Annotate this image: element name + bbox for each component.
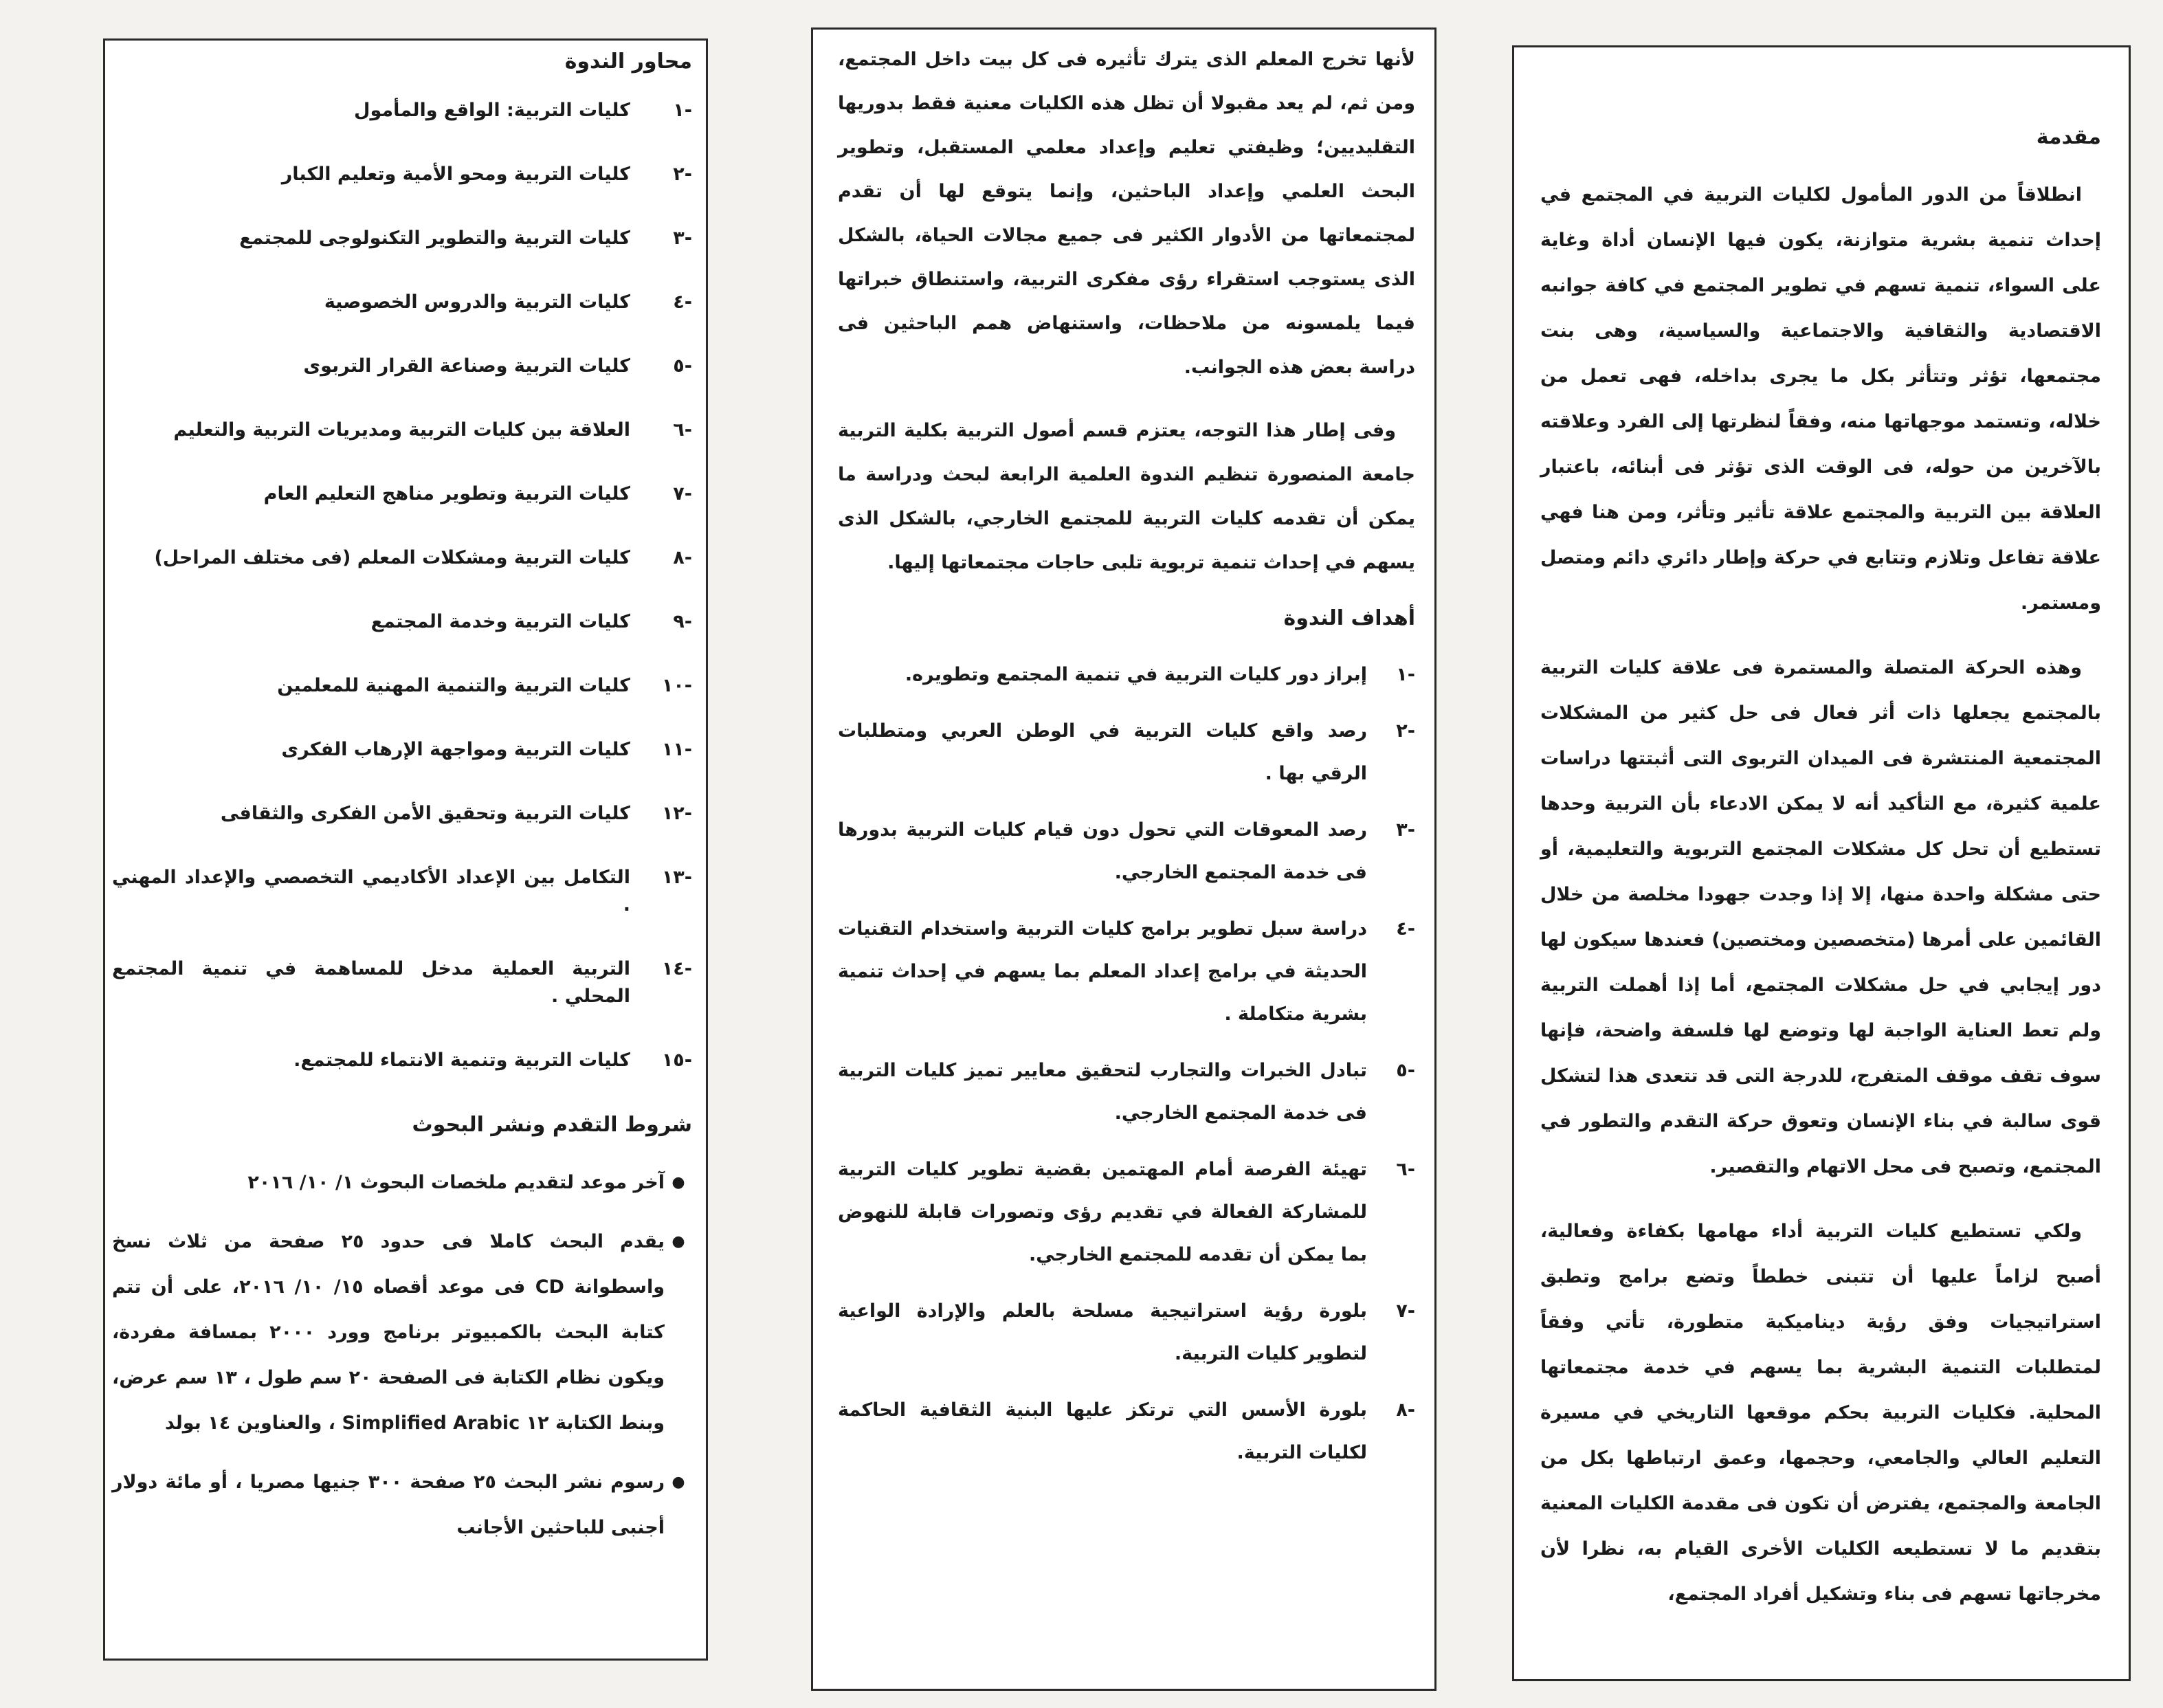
axis-text: كليات التربية وتحقيق الأمن الفكرى والثقافى: [220, 803, 630, 824]
goals-heading: أهداف الندوة: [1283, 606, 1415, 630]
axis-number: -٤: [673, 291, 692, 313]
axis-item: [112, 544, 692, 572]
axis-text: التربية العملية مدخل للمساهمة في تنمية المجتمع المحلي .: [112, 958, 630, 1007]
axis-item: [112, 417, 692, 444]
intro-paragraph-1: انطلاقاً من الدور المأمول لكليات التربية في المجتمع في إحداث تنمية بشرية متوازنة، يكون فيها الإنسان أداة وغاية على السواء، تنمية تسهم في تطوير المجتمع في كافة جوانبه الاقتصادية والثقافية والاجتماعية والسياسية، وهى بنت مجتمعها، تؤثر وتتأثر بكل ما يجرى بداخله، فهى تعمل من خلاله، وتستمد موجهاتها منه، وفقاً لنظرتها إلى الفرد وعلاقته بالآخرين من حوله، فى الوقت الذى تؤثر فى أبنائه، باعتبار العلاقة بين التربية والمجتمع علاقة تأثير وتأثر، ومن هنا فهي علاقة تفاعل وتلازم وتتابع في حركة وإطار دائري دائم ومتصل ومستمر.: [1540, 184, 2101, 614]
axis-number: -١١: [661, 739, 692, 760]
condition-text: رسوم نشر البحث ٢٥ صفحة ٣٠٠ جنيها مصريا ، أو مائة دولار أجنبى للباحثين الأجانب: [112, 1472, 665, 1538]
axis-item: [112, 736, 692, 764]
goal-item: [838, 710, 1415, 795]
middle-paragraph-2: وفى إطار هذا التوجه، يعتزم قسم أصول التربية بكلية التربية جامعة المنصورة تنظيم الندوة العلمية الرابعة لبحث ودراسة ما يمكن أن تقدمه كليات التربية للمجتمع الخارجي، بالشكل الذى يسهم في إحداث تنمية تربوية تلبى حاجات مجتمعاتها إليها.: [838, 420, 1415, 573]
axis-item: [112, 225, 692, 252]
bullet-icon: ●: [672, 1174, 685, 1191]
axis-text: كليات التربية: الواقع والمأمول: [354, 100, 630, 121]
middle-paragraph-1: لأنها تخرج المعلم الذى يترك تأثيره فى كل بيت داخل المجتمع، ومن ثم، لم يعد مقبولا أن تظل هذه الكليات معنية فقط بدوريها التقليديين؛ وظيفتي تعليم وإعداد معلمي المستقبل، وتطوير البحث العلمي وإعداد الباحثين، وإنما يتوقع لها أن تقدم لمجتمعاتها من الأدوار الكثير فى جميع مجالات الحياة، بالشكل الذى يستوجب استقراء رؤى مفكرى التربية، واستنطاق خبراتها فيما يلمسونه من ملاحظات، واستنهاض همم الباحثين فى دراسة بعض هذه الجوانب.: [838, 49, 1415, 378]
condition-item: [112, 1219, 692, 1446]
axes-list: [112, 97, 692, 1074]
axis-text: كليات التربية وخدمة المجتمع: [370, 611, 630, 632]
axis-item: [112, 1047, 692, 1074]
axis-text: كليات التربية وتنمية الانتماء للمجتمع.: [293, 1050, 630, 1071]
axis-item: [112, 608, 692, 636]
axis-text: كليات التربية والتنمية المهنية للمعلمين: [277, 675, 630, 696]
axis-number: -٧: [673, 483, 692, 504]
goals-list: [838, 654, 1415, 1474]
axis-item: [112, 97, 692, 124]
goal-item: [838, 1389, 1415, 1474]
axis-number: -١٣: [661, 867, 692, 888]
goal-number: -٤: [1396, 918, 1415, 940]
axis-number: -١٢: [661, 803, 692, 824]
goal-text: دراسة سبل تطوير برامج كليات التربية واستخدام التقنيات الحديثة في برامج إعداد المعلم بما يسهم في إحداث تنمية بشرية متكاملة .: [838, 918, 1367, 1025]
goal-number: -٦: [1396, 1159, 1415, 1180]
axis-number: -٦: [673, 419, 692, 441]
goal-number: -٢: [1396, 720, 1415, 742]
bullet-icon: ●: [672, 1474, 685, 1491]
axis-text: كليات التربية وتطوير مناهج التعليم العام: [263, 483, 630, 504]
goal-text: بلورة رؤية استراتيجية مسلحة بالعلم والإرادة الواعية لتطوير كليات التربية.: [838, 1300, 1367, 1364]
intro-paragraph-3: ولكي تستطيع كليات التربية أداء مهامها بكفاءة وفعالية، أصبح لزاماً عليها أن تتبنى خططاً وتضع برامج وتطبق استراتيجيات وفق رؤية ديناميكية متطورة، تأتي وفقاً لمتطلبات التنمية البشرية بما يسهم في خدمة مجتمعاتها المحلية. فكليات التربية بحكم موقعها التاريخي في مسيرة التعليم العالي والجامعي، وحجمها، وعمق ارتباطها بكل من الجامعة والمجتمع، يفترض أن تكون فى مقدمة الكليات المعنية بتقديم ما لا تستطيعه الكليات الأخرى القيام به، نظرا لأن مخرجاتها تسهم فى بناء وتشكيل أفراد المجتمع،: [1540, 1221, 2101, 1605]
axes-heading: محاور الندوة: [564, 49, 692, 74]
axis-item: [112, 955, 692, 1010]
conditions-heading: شروط التقدم ونشر البحوث: [412, 1113, 692, 1137]
axis-item: [112, 864, 692, 919]
axis-item: [112, 161, 692, 188]
axis-number: -٨: [673, 547, 692, 568]
axis-number: -١٠: [661, 675, 692, 696]
axis-text: كليات التربية ومشكلات المعلم (فى مختلف المراحل): [154, 547, 630, 568]
axis-text: كليات التربية والدروس الخصوصية: [324, 291, 630, 313]
axis-text: كليات التربية ومحو الأمية وتعليم الكبار: [281, 164, 630, 185]
goal-item: [838, 1290, 1415, 1375]
axis-text: كليات التربية وصناعة القرار التربوى: [303, 355, 630, 377]
axis-item: [112, 480, 692, 508]
goal-item: [838, 908, 1415, 1036]
goal-text: بلورة الأسس التي ترتكز عليها البنية الثقافية الحاكمة لكليات التربية.: [838, 1399, 1367, 1463]
condition-text: يقدم البحث كاملا فى حدود ٢٥ صفحة من ثلاث نسخ واسطوانة CD فى موعد أقصاه ١٥/ ١٠/ ٢٠١٦، على أن تتم كتابة البحث بالكمبيوتر برنامج وورد ٢٠٠٠ بمسافة مفردة، ويكون نظام الكتابة فى الصفحة ٢٠ سم طول ، ١٣ سم عرض، وبنط الكتابة ١٢ Simplified Arabic ، والعناوين ١٤ بولد: [112, 1231, 665, 1434]
axis-number: -١٥: [661, 1050, 692, 1071]
intro-paragraph-2: وهذه الحركة المتصلة والمستمرة فى علاقة كليات التربية بالمجتمع يجعلها ذات أثر فعال فى حل كثير من المشكلات المجتمعية المنتشرة فى الميدان التربوى التى أثبتتها دراسات علمية كثيرة، مع التأكيد أنه لا يمكن الادعاء بأن التربية وحدها تستطيع أن تحل كل مشكلات المجتمع التربوية والتعليمية، أو حتى مشكلة واحدة منها، إلا إذا وجدت جهودا مخلصة من خلال القائمين على أمرها (متخصصين ومختصين) فعندها سيكون لها دور إيجابي في حل مشكلات المجتمع، أما إذا أهملت التربية ولم تعط العناية الواجبة لها وتوضع لها فلسفة واضحة، فإنها سوف تقف موقف المتفرج، للدرجة التى قد تتعدى هذا لتشكل قوى سالبة في بناء الإنسان وتعوق حركة التقدم والتطور في المجتمع، وتصبح فى محل الاتهام والتقصير.: [1540, 657, 2101, 1177]
goal-item: [838, 809, 1415, 894]
goal-text: تهيئة الفرصة أمام المهتمين بقضية تطوير كليات التربية للمشاركة الفعالة في تقديم رؤى وتصورات قابلة للنهوض بما يمكن أن تقدمه للمجتمع الخارجي.: [838, 1159, 1367, 1265]
axis-text: كليات التربية والتطوير التكنولوجى للمجتمع: [239, 228, 630, 249]
conditions-list: [112, 1160, 692, 1551]
goal-number: -٨: [1396, 1399, 1415, 1421]
goal-text: رصد المعوقات التي تحول دون قيام كليات التربية بدورها فى خدمة المجتمع الخارجي.: [838, 819, 1367, 883]
axis-number: -٥: [673, 355, 692, 377]
condition-item: [112, 1460, 692, 1551]
axis-item: [112, 353, 692, 380]
goal-number: -٧: [1396, 1300, 1415, 1322]
axis-number: -٣: [673, 228, 692, 249]
axis-number: -١: [673, 100, 692, 121]
axis-text: كليات التربية ومواجهة الإرهاب الفكرى: [281, 739, 630, 760]
goal-text: إبراز دور كليات التربية في تنمية المجتمع وتطويره.: [905, 664, 1367, 685]
axis-number: -٩: [673, 611, 692, 632]
goal-text: تبادل الخبرات والتجارب لتحقيق معايير تميز كليات التربية فى خدمة المجتمع الخارجي.: [838, 1060, 1367, 1124]
axes-panel: [103, 38, 708, 1661]
goal-text: رصد واقع كليات التربية في الوطن العربي ومتطلبات الرقي بها .: [838, 720, 1367, 784]
axis-item: [112, 800, 692, 828]
axis-number: -٢: [673, 164, 692, 185]
axis-number: -١٤: [661, 958, 692, 979]
intro-panel: [1512, 45, 2131, 1681]
goal-number: -٣: [1396, 819, 1415, 841]
condition-item: [112, 1160, 692, 1206]
axis-text: العلاقة بين كليات التربية ومديريات التربية والتعليم: [173, 419, 630, 441]
condition-text: آخر موعد لتقديم ملخصات البحوث ١/ ١٠/ ٢٠١٦: [247, 1172, 665, 1193]
intro-heading: مقدمة: [2036, 125, 2101, 149]
goal-number: -٥: [1396, 1060, 1415, 1081]
bullet-icon: ●: [672, 1233, 685, 1250]
goal-item: [838, 1149, 1415, 1276]
goal-item: [838, 1050, 1415, 1135]
goal-item: [838, 654, 1415, 696]
goal-number: -١: [1396, 664, 1415, 685]
axis-text: التكامل بين الإعداد الأكاديمي التخصصي والإعداد المهني .: [112, 867, 630, 916]
axis-item: [112, 672, 692, 700]
axis-item: [112, 289, 692, 316]
goals-panel: [811, 27, 1437, 1691]
